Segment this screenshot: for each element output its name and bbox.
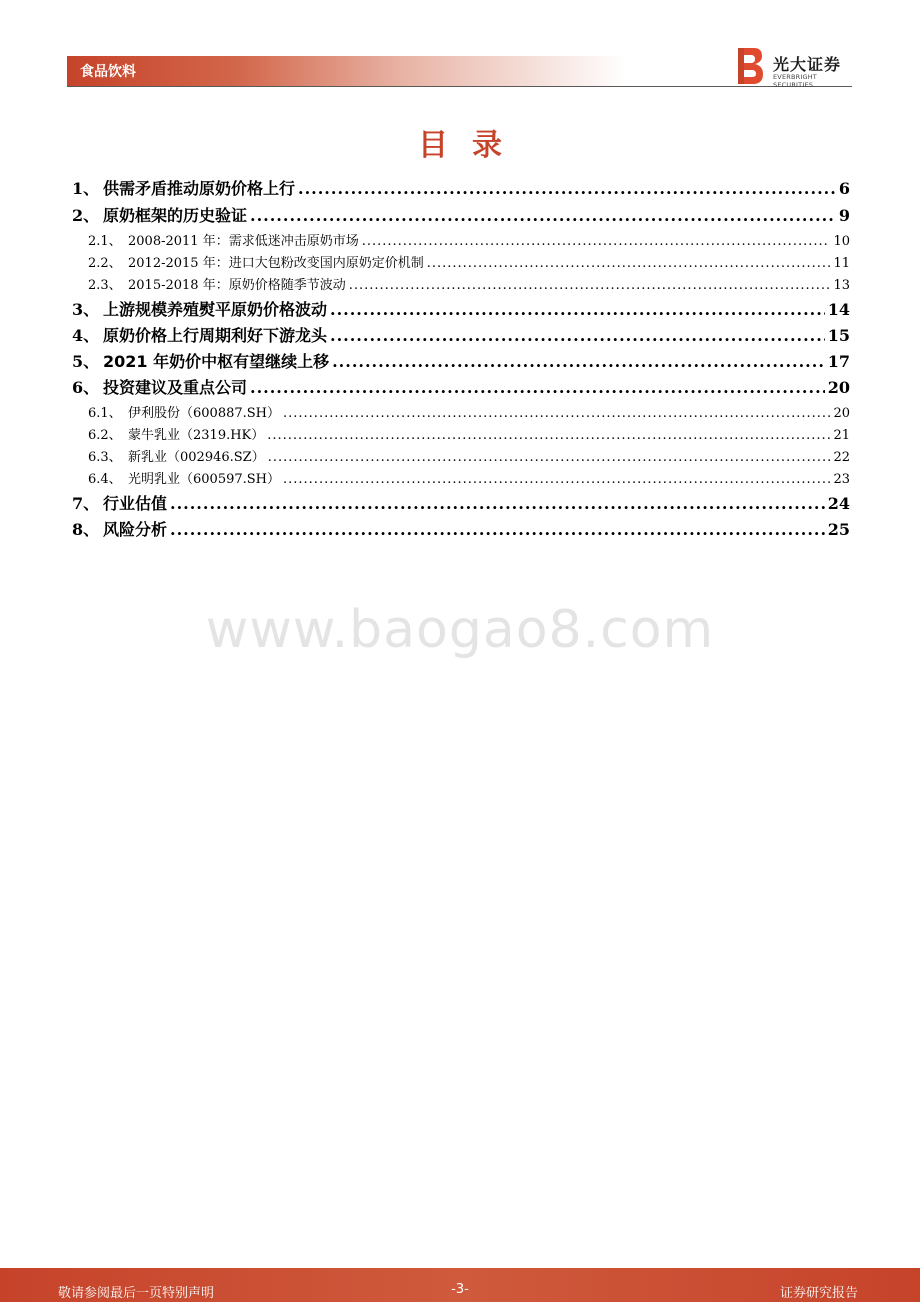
toc-entry-number: 5、 (72, 352, 100, 371)
toc-entry-title: 投资建议及重点公司 (103, 378, 248, 397)
toc-entry-title: 伊利股份（600887.SH） (128, 406, 281, 421)
logo-english-name: EVERBRIGHT SECURITIES (773, 73, 817, 89)
toc-entry-number: 4、 (72, 326, 100, 345)
toc-entry[interactable] (72, 297, 850, 321)
toc-entry-number: 6、 (72, 378, 100, 397)
toc-leader-dots (332, 352, 825, 371)
toc-leader-dots (170, 494, 825, 513)
toc-entry-page: 10 (833, 234, 850, 249)
toc-entry-page: 24 (827, 494, 850, 513)
toc-entry-number: 7、 (72, 494, 100, 513)
toc-entry-title: 2012-2015 年：进口大包粉改变国内原奶定价机制 (128, 256, 424, 271)
toc-entry-title: 原奶框架的历史验证 (103, 206, 248, 225)
toc-leader-dots (330, 300, 825, 319)
toc-entry-title: 原奶价格上行周期利好下游龙头 (103, 326, 328, 345)
toc-entry-title: 新乳业（002946.SZ） (128, 450, 265, 465)
toc-entry-title: 风险分析 (103, 520, 168, 539)
toc-leader-dots (349, 278, 831, 293)
toc-entry-page: 13 (833, 278, 850, 293)
toc-entry-page: 15 (827, 326, 850, 345)
toc-entry[interactable] (72, 375, 850, 399)
toc-subentry[interactable] (88, 468, 850, 490)
everbright-logo-icon (736, 48, 764, 84)
toc-leader-dots (283, 406, 830, 421)
header-divider (67, 86, 852, 87)
toc-entry[interactable] (72, 491, 850, 515)
toc-entry-number: 1、 (72, 179, 100, 198)
header-band (67, 56, 627, 86)
toc-leader-dots (170, 520, 825, 539)
toc-leader-dots (362, 234, 831, 249)
toc-subentry[interactable] (88, 402, 850, 424)
footer-report-type: 证券研究报告 (779, 1286, 858, 1301)
toc-entry[interactable] (72, 349, 850, 373)
toc-subentry[interactable] (88, 252, 850, 274)
toc-leader-dots (250, 206, 836, 225)
toc-entry-page: 25 (827, 520, 850, 539)
toc-entry-page: 9 (838, 206, 850, 225)
toc-entry[interactable] (72, 176, 850, 200)
toc-entry-number: 8、 (72, 520, 100, 539)
toc-subentry[interactable] (88, 446, 850, 468)
toc-entry-page: 20 (833, 406, 850, 421)
toc-heading: 目录 (418, 128, 526, 163)
report-section-label: 食品饮料 (80, 64, 136, 80)
toc-entry-number: 3、 (72, 300, 100, 319)
toc-leader-dots (330, 326, 825, 345)
toc-entry-page: 23 (833, 472, 850, 487)
footer-disclaimer: 敬请参阅最后一页特别声明 (58, 1286, 215, 1301)
toc-entry-title: 2015-2018 年：原奶价格随季节波动 (128, 278, 346, 293)
toc-entry-title: 上游规模养殖熨平原奶价格波动 (103, 300, 328, 319)
toc-subentry[interactable] (88, 274, 850, 296)
toc-subentry[interactable] (88, 230, 850, 252)
toc-entry-number: 6.4、 (88, 472, 122, 487)
toc-entry-number: 2.1、 (88, 234, 122, 249)
logo-chinese-name: 光大证券 (773, 55, 842, 74)
toc-leader-dots (268, 450, 831, 465)
toc-entry-title: 2008-2011 年：需求低迷冲击原奶市场 (128, 234, 359, 249)
toc-entry-page: 6 (838, 179, 850, 198)
toc-entry-title: 光明乳业（600597.SH） (128, 472, 281, 487)
toc-entry-title: 蒙牛乳业（2319.HK） (128, 428, 265, 443)
toc-entry-page: 11 (833, 256, 850, 271)
toc-leader-dots (298, 179, 836, 198)
toc-entry-number: 2.3、 (88, 278, 122, 293)
everbright-logo (736, 48, 856, 89)
toc-entry-number: 6.1、 (88, 406, 122, 421)
toc-entry-page: 17 (827, 352, 850, 371)
toc-entry[interactable] (72, 517, 850, 541)
toc-entry-page: 21 (833, 428, 850, 443)
toc-entry-page: 20 (827, 378, 850, 397)
toc-leader-dots (267, 428, 830, 443)
toc-entry[interactable] (72, 323, 850, 347)
page-number: -3- (451, 1282, 469, 1297)
watermark: www.baogao8.com (205, 600, 715, 660)
toc-entry-page: 22 (833, 450, 850, 465)
toc-entry-page: 14 (827, 300, 850, 319)
toc-entry-number: 6.2、 (88, 428, 122, 443)
toc-leader-dots (427, 256, 831, 271)
toc-entry-number: 2.2、 (88, 256, 122, 271)
toc-entry-number: 2、 (72, 206, 100, 225)
toc-entry-title: 2021 年奶价中枢有望继续上移 (103, 352, 330, 371)
toc-leader-dots (283, 472, 830, 487)
toc-entry-title: 供需矛盾推动原奶价格上行 (103, 179, 296, 198)
toc-entry-title: 行业估值 (103, 494, 168, 513)
toc-entry[interactable] (72, 203, 850, 227)
toc-subentry[interactable] (88, 424, 850, 446)
toc-leader-dots (250, 378, 825, 397)
toc-entry-number: 6.3、 (88, 450, 122, 465)
